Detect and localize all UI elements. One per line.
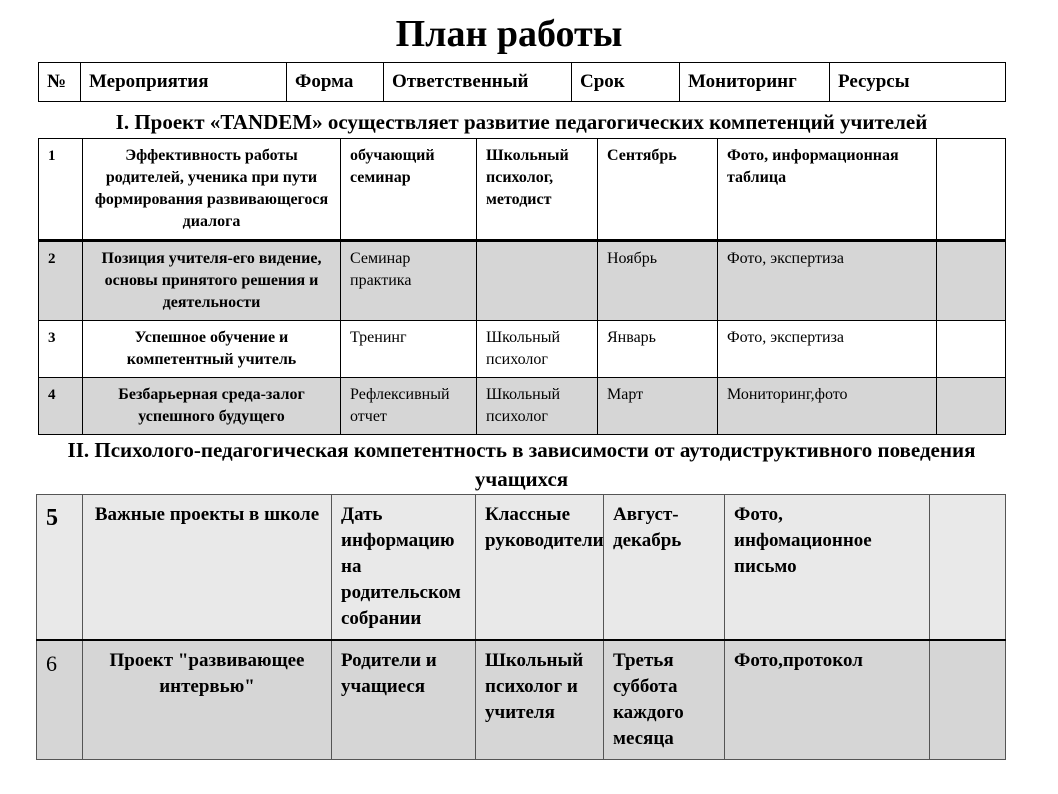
table-row <box>37 640 1006 760</box>
row-activity: Успешное обучение и компетентный учитель <box>83 321 341 378</box>
row-num: 2 <box>39 241 83 321</box>
row-form: Семинар практика <box>341 241 477 321</box>
row-term: Август-декабрь <box>604 495 725 641</box>
row-monitoring: Фото, экспертиза <box>718 321 937 378</box>
row-responsible <box>477 241 598 321</box>
row-resources <box>937 139 1006 241</box>
row-monitoring: Фото,протокол <box>725 640 930 760</box>
row-term: Январь <box>598 321 718 378</box>
section2-heading: II. Психолого-педагогическая компетентность в зависимости от аутодиструктивного поведения учащихся <box>67 438 976 491</box>
row-monitoring: Фото, информационная таблица <box>718 139 937 241</box>
header-cell-term: Срок <box>572 63 680 102</box>
row-num: 5 <box>37 495 83 641</box>
row-form: Дать информацию на родительском собрании <box>332 495 476 641</box>
table-row <box>39 378 1006 435</box>
row-monitoring: Фото, экспертиза <box>718 241 937 321</box>
row-resources <box>930 495 1006 641</box>
row-resources <box>930 640 1006 760</box>
row-activity: Проект "развивающее интервью" <box>83 640 332 760</box>
row-activity: Важные проекты в школе <box>83 495 332 641</box>
row-responsible: Школьный психолог <box>477 378 598 435</box>
row-activity: Позиция учителя-его видение, основы принятого решения и деятельности <box>83 241 341 321</box>
row-responsible: Школьный психолог, методист <box>477 139 598 241</box>
section2-table <box>36 494 1006 760</box>
page-title: План работы <box>395 13 623 55</box>
row-num: 3 <box>39 321 83 378</box>
table-row <box>37 495 1006 641</box>
header-cell-num: № <box>39 63 81 102</box>
table-row <box>39 139 1006 241</box>
row-responsible: Классные руководители <box>476 495 604 641</box>
row-num: 4 <box>39 378 83 435</box>
header-cell-monitoring: Мониторинг <box>680 63 830 102</box>
row-activity: Безбарьерная среда-залог успешного будущего <box>83 378 341 435</box>
row-term: Третья суббота каждого месяца <box>604 640 725 760</box>
table-row <box>39 321 1006 378</box>
row-term: Ноябрь <box>598 241 718 321</box>
row-activity: Эффективность работы родителей, ученика при пути формирования развивающегося диалога <box>83 139 341 241</box>
row-monitoring: Фото, инфомационное письмо <box>725 495 930 641</box>
row-resources <box>937 321 1006 378</box>
row-form: Тренинг <box>341 321 477 378</box>
row-num: 6 <box>37 640 83 760</box>
header-cell-resources: Ресурсы <box>830 63 1006 102</box>
row-num: 1 <box>39 139 83 241</box>
row-term: Сентябрь <box>598 139 718 241</box>
header-cell-form: Форма <box>287 63 384 102</box>
row-responsible: Школьный психолог и учителя <box>476 640 604 760</box>
row-form: обучающий семинар <box>341 139 477 241</box>
row-responsible: Школьный психолог <box>477 321 598 378</box>
header-table <box>38 62 1006 102</box>
section1-heading: I. Проект «TANDEM» осуществляет развитие педагогических компетенций учителей <box>115 110 928 134</box>
header-cell-activity: Мероприятия <box>81 63 287 102</box>
row-resources <box>937 241 1006 321</box>
header-cell-responsible: Ответственный <box>384 63 572 102</box>
row-resources <box>937 378 1006 435</box>
table-row <box>39 241 1006 321</box>
row-term: Март <box>598 378 718 435</box>
section1-table <box>38 138 1006 435</box>
row-form: Рефлексивный отчет <box>341 378 477 435</box>
header-row <box>39 63 1006 102</box>
row-monitoring: Мониторинг,фото <box>718 378 937 435</box>
row-form: Родители и учащиеся <box>332 640 476 760</box>
